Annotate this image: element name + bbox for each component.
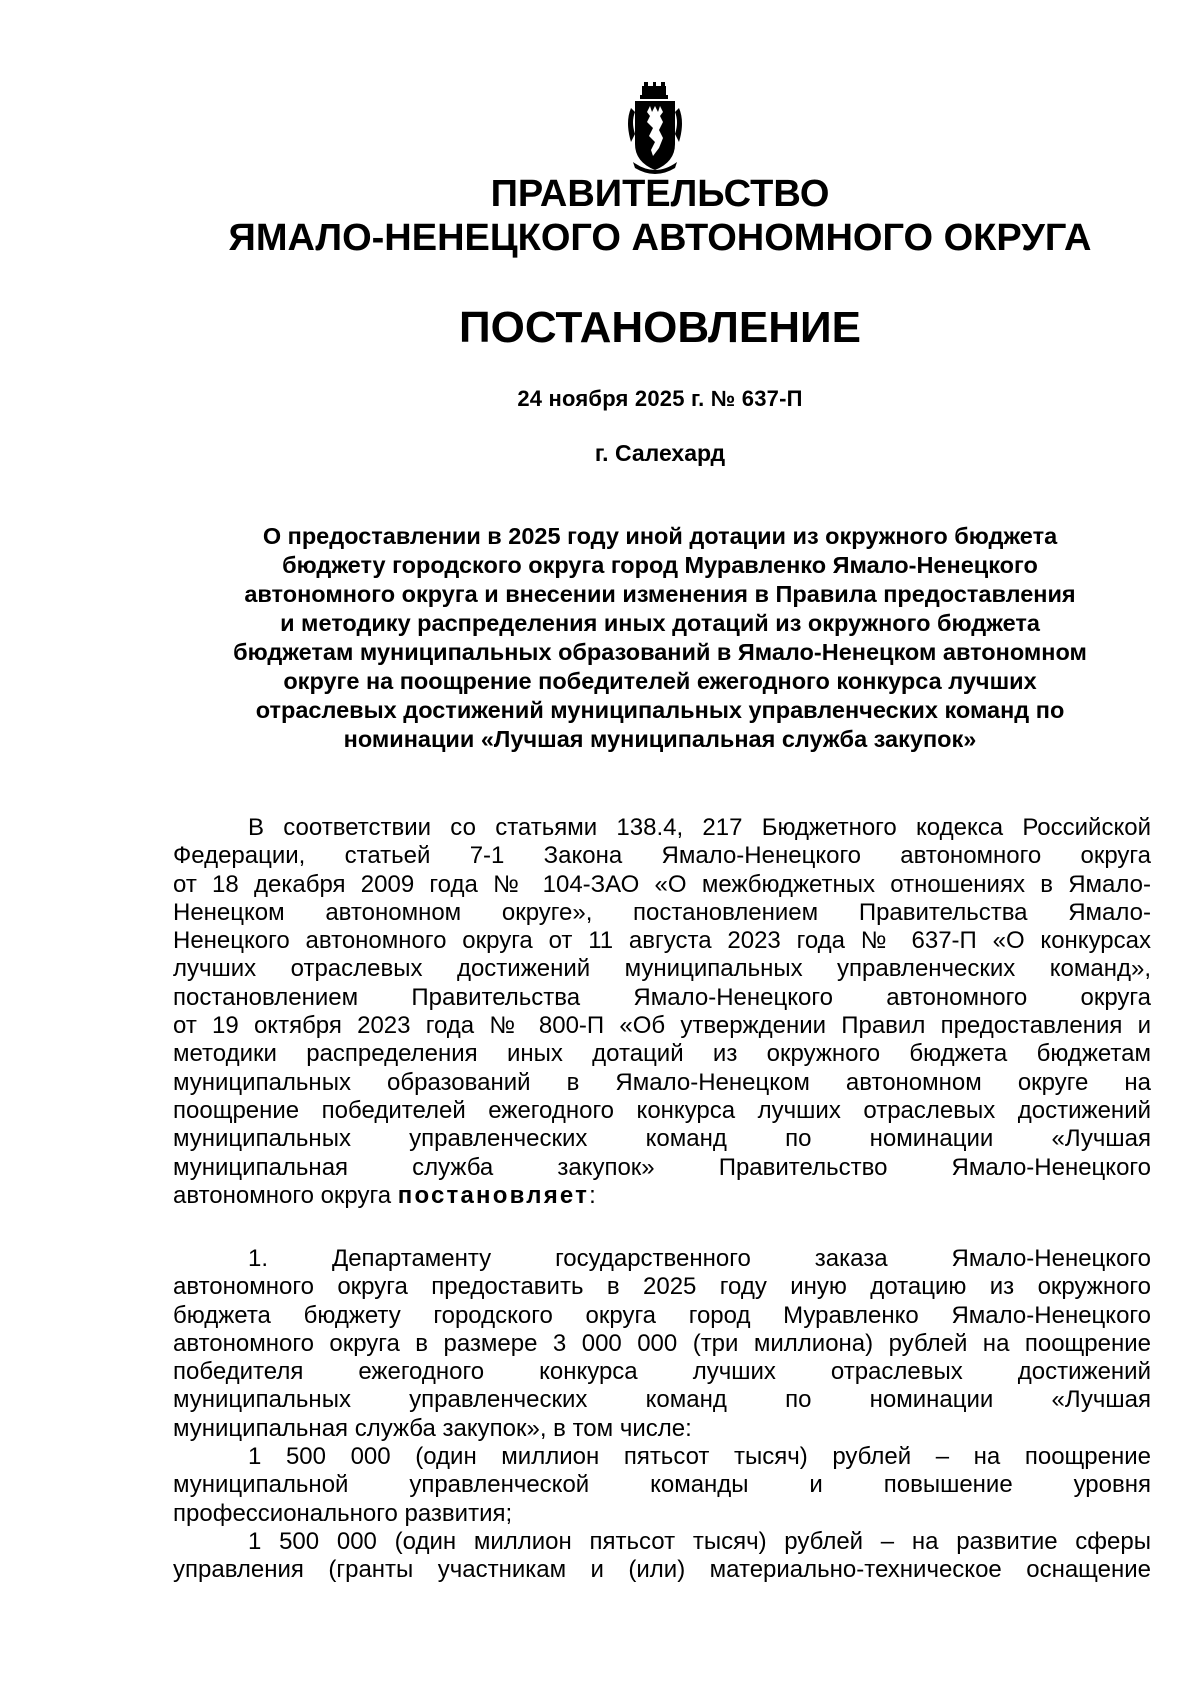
document-type-title: ПОСТАНОВЛЕНИЕ xyxy=(458,303,862,352)
preamble-line: Ненецком автономном округе», постановлением Правительства Ямало- xyxy=(173,898,1151,926)
clause-line: автономного округа в размере 3 000 000 (три миллиона) рублей на поощрение xyxy=(173,1329,1151,1357)
preamble-line: В соответствии со статьями 138.4, 217 Бюджетного кодекса Российской xyxy=(248,814,1151,841)
subject-line: и методику распределения иных дотаций из окружного бюджета xyxy=(280,610,1040,636)
subject-line: номинации «Лучшая муниципальная служба закупок» xyxy=(343,726,977,752)
clause-line: 1 500 000 (один миллион пятьсот тысяч) рублей – на развитие сферы xyxy=(248,1527,1151,1555)
subject-line: округе на поощрение победителей ежегодного конкурса лучших xyxy=(283,668,1037,694)
preamble-line: муниципальных образований в Ямало-Ненецком автономном округе на xyxy=(173,1068,1151,1096)
clause-line: муниципальных управленческих команд по номинации «Лучшая xyxy=(173,1386,1151,1414)
clause-line: 1. Департаменту государственного заказа Ямало-Ненецкого xyxy=(248,1245,1151,1272)
coat-of-arms-emblem xyxy=(625,82,685,180)
government-title-line1: ПРАВИТЕЛЬСТВО xyxy=(490,173,830,215)
government-title-line2: ЯМАЛО-НЕНЕЦКОГО АВТОНОМНОГО ОКРУГА xyxy=(228,217,1092,259)
clause-1-paragraph xyxy=(173,1245,1151,1585)
subject-line: О предоставлении в 2025 году иной дотации из окружного бюджета xyxy=(262,523,1058,549)
clause-line: 1 500 000 (один миллион пятьсот тысяч) рублей – на поощрение xyxy=(248,1443,1151,1471)
clause-line: бюджета бюджету городского округа город Муравленко Ямало-Ненецкого xyxy=(173,1301,1151,1329)
decree-word: постановляет xyxy=(397,1181,590,1209)
preamble-last-line xyxy=(173,1182,1151,1210)
preamble-line: поощрение победителей ежегодного конкурса лучших отраслевых достижений xyxy=(173,1096,1151,1124)
preamble-paragraph xyxy=(173,814,1151,1210)
preamble-last-line-prefix: автономного округа xyxy=(173,1181,398,1209)
subject-line: автономного округа и внесении изменения в Правила предоставления xyxy=(244,581,1076,607)
clause-line: автономного округа предоставить в 2025 году иную дотацию из окружного xyxy=(173,1273,1151,1301)
preamble-last-line-suffix: : xyxy=(589,1181,596,1209)
clause-line: победителя ежегодного конкурса лучших отраслевых достижений xyxy=(173,1358,1151,1386)
document-subject xyxy=(150,522,1170,754)
city-name: г. Салехард xyxy=(594,440,726,466)
subject-line: отраслевых достижений муниципальных управленческих команд по xyxy=(255,697,1065,723)
preamble-line: постановлением Правительства Ямало-Ненецкого автономного округа xyxy=(173,983,1151,1011)
subject-line: бюджету городского округа город Муравленко Ямало-Ненецкого xyxy=(282,552,1038,578)
preamble-line: муниципальных управленческих команд по номинации «Лучшая xyxy=(173,1125,1151,1153)
clause-line: профессионального развития; xyxy=(173,1499,513,1527)
clause-line: управления (гранты участникам и (или) материально-техническое оснащение xyxy=(173,1556,1151,1584)
preamble-line: Ненецкого автономного округа от 11 августа 2023 года № 637-П «О конкурсах xyxy=(173,927,1151,955)
subject-line: бюджетам муниципальных образований в Ямало-Ненецком автономном xyxy=(233,639,1087,665)
preamble-line: методики распределения иных дотаций из окружного бюджета бюджетам xyxy=(173,1040,1151,1068)
preamble-line: лучших отраслевых достижений муниципальных управленческих команд», xyxy=(173,955,1151,983)
preamble-line: Федерации, статьей 7-1 Закона Ямало-Ненецкого автономного округа xyxy=(173,842,1151,870)
preamble-line: муниципальная служба закупок» Правительство Ямало-Ненецкого xyxy=(173,1153,1151,1181)
clause-line: муниципальной управленческой команды и повышение уровня xyxy=(173,1471,1151,1499)
preamble-line: от 18 декабря 2009 года № 104-ЗАО «О межбюджетных отношениях в Ямало- xyxy=(173,870,1151,898)
clause-line: муниципальная служба закупок», в том числе: xyxy=(173,1414,692,1442)
date-and-number: 24 ноября 2025 г. № 637-П xyxy=(517,386,803,411)
preamble-line: от 19 октября 2023 года № 800-П «Об утверждении Правил предоставления и xyxy=(173,1012,1151,1040)
